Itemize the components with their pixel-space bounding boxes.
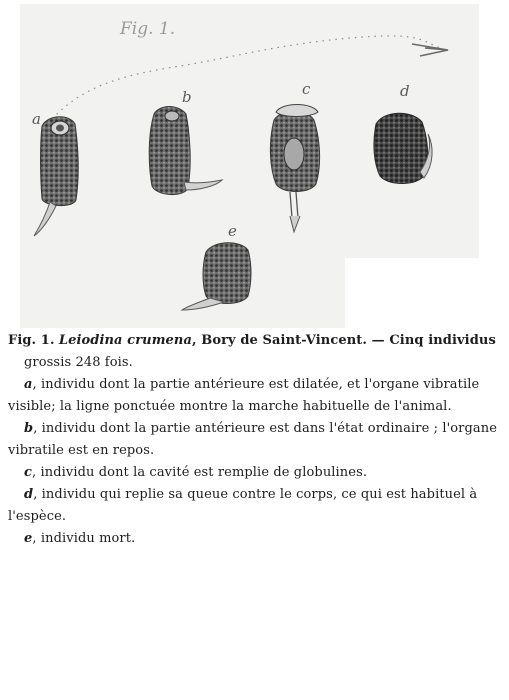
caption-item-text: , individu dont la cavité est remplie de globulines. <box>32 465 368 480</box>
svg-text:d: d <box>400 82 410 100</box>
individual-a <box>32 110 78 236</box>
caption-heading <box>8 330 502 352</box>
figure-caption <box>8 330 502 550</box>
svg-text:c: c <box>302 80 311 98</box>
svg-text:a: a <box>32 110 41 128</box>
caption-item-text: , individu mort. <box>32 531 136 546</box>
svg-text:e: e <box>228 222 237 240</box>
caption-item-e <box>8 528 502 550</box>
plate-fig-label: Fig. 1. <box>120 19 176 39</box>
caption-item-b <box>8 418 502 462</box>
caption-item-key: a <box>24 377 33 392</box>
swim-path-arrow-icon <box>412 44 448 56</box>
caption-item-text: , individu dont la partie antérieure est dilatée, et l'organe vibratile visible; la ligne ponctuée montre la marche habituelle de l'animal. <box>8 377 480 414</box>
individual-e <box>182 222 251 310</box>
caption-item-key: d <box>24 487 34 502</box>
caption-species: Leiodina crumena <box>58 333 192 348</box>
svg-text:b: b <box>182 88 192 106</box>
individual-c <box>270 80 319 232</box>
caption-item-d <box>8 484 502 528</box>
caption-item-key: c <box>24 465 33 480</box>
caption-authority: , Bory de Saint-Vincent. — Cinq individus <box>192 333 496 348</box>
individual-d <box>374 82 432 184</box>
caption-fig-label: Fig. 1. <box>8 333 55 348</box>
plate-cutout <box>345 258 509 338</box>
caption-item-key: b <box>24 421 34 436</box>
caption-item-text: , individu dont la partie antérieure est dans l'état ordinaire ; l'organe vibratile est en repos. <box>8 421 498 458</box>
caption-item-text: , individu qui replie sa queue contre le corps, ce qui est habituel à l'espèce. <box>8 487 478 524</box>
caption-magnification: grossis 248 fois. <box>24 355 133 370</box>
swim-path-dotted <box>48 36 440 124</box>
caption-item-key: e <box>24 531 33 546</box>
caption-item-a <box>8 374 502 418</box>
individual-b <box>149 88 222 195</box>
caption-item-c <box>8 462 502 484</box>
